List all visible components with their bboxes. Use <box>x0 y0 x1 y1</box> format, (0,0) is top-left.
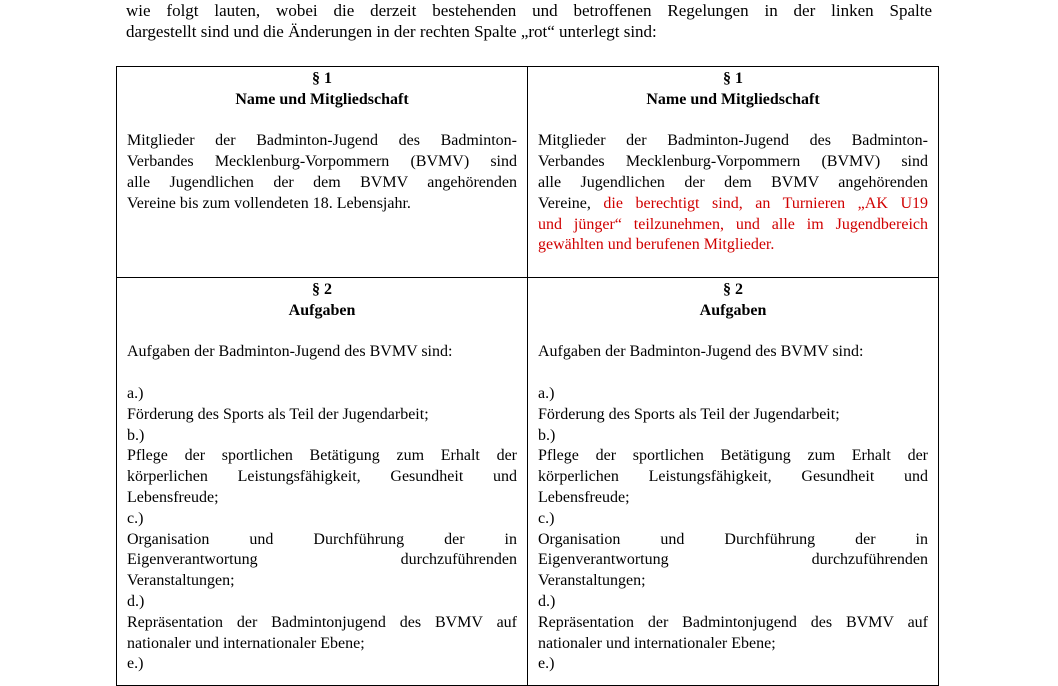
list-label: b.) <box>538 426 556 444</box>
comparison-table <box>116 66 939 686</box>
list-item: Pflege der sportlichen Betätigung zum Erhalt der <box>538 447 928 465</box>
list-item: körperlichen Leistungsfähigkeit, Gesundheit und <box>127 468 517 486</box>
right-cell-section-2 <box>528 278 939 686</box>
list-item: Veranstaltungen; <box>127 572 235 590</box>
list-item: Organisation und Durchführung der in <box>538 530 928 548</box>
list-label: e.) <box>127 655 144 673</box>
section-title: Aufgaben <box>288 301 356 319</box>
list-item: Eigenverantwortung durchzuführenden <box>127 551 517 569</box>
list-item: nationaler und internationaler Ebene; <box>538 634 776 652</box>
changed-line: gewählten und berufenen Mitglieder. <box>538 236 775 254</box>
list-label: d.) <box>127 592 145 610</box>
section-number: § 1 <box>312 70 332 87</box>
list-item: Organisation und Durchführung der in <box>127 530 517 548</box>
list-label: a.) <box>538 384 555 402</box>
list-item: körperlichen Leistungsfähigkeit, Gesundheit und <box>538 468 928 486</box>
body-line: alle Jugendlichen der dem BVMV angehörenden <box>538 173 928 191</box>
body-line: Mitglieder der Badminton-Jugend des Badminton- <box>538 132 928 150</box>
task-list <box>538 342 928 675</box>
section-number: § 2 <box>312 281 332 298</box>
section-title: Name und Mitgliedschaft <box>235 90 409 108</box>
table-row-section-2 <box>117 278 939 686</box>
list-item: Lebensfreude; <box>538 488 630 506</box>
unchanged-text: Vereine, <box>538 194 591 212</box>
body-line: Mitglieder der Badminton-Jugend des Badminton- <box>127 132 517 150</box>
right-cell-section-1 <box>528 67 939 278</box>
left-cell-section-1 <box>117 67 528 278</box>
section-title: Aufgaben <box>699 301 767 319</box>
list-item: Förderung des Sports als Teil der Jugendarbeit; <box>127 405 429 423</box>
list-label: a.) <box>127 384 144 402</box>
body-line: Vereine bis zum vollendeten 18. Lebensjahr. <box>127 194 411 212</box>
list-lead: Aufgaben der Badminton-Jugend des BVMV sind: <box>127 343 453 361</box>
section-body <box>127 131 517 214</box>
intro-line-1: wie folgt lauten, wobei die derzeit bestehenden und betroffenen Regelungen in der linken Spalte <box>126 1 932 20</box>
section-body <box>538 131 928 256</box>
list-label: c.) <box>127 509 144 527</box>
intro-paragraph <box>126 0 932 42</box>
list-label: d.) <box>538 592 556 610</box>
list-item: Förderung des Sports als Teil der Jugendarbeit; <box>538 405 840 423</box>
section-number: § 1 <box>723 70 743 87</box>
changed-text: die berechtigt sind, an Turnieren „AK U19 <box>590 194 928 212</box>
body-line-mixed <box>538 194 928 215</box>
list-label: e.) <box>538 655 555 673</box>
intro-line-2: dargestellt sind und die Änderungen in der rechten Spalte „rot“ unterlegt sind: <box>126 22 657 41</box>
list-item: Veranstaltungen; <box>538 572 646 590</box>
body-line: alle Jugendlichen der dem BVMV angehörenden <box>127 173 517 191</box>
list-item: Repräsentation der Badmintonjugend des BVMV auf <box>538 613 928 631</box>
list-item: Eigenverantwortung durchzuführenden <box>538 551 928 569</box>
left-cell-section-2 <box>117 278 528 686</box>
body-line: Verbandes Mecklenburg-Vorpommern (BVMV) sind <box>127 153 517 171</box>
list-item: Pflege der sportlichen Betätigung zum Erhalt der <box>127 447 517 465</box>
list-item: nationaler und internationaler Ebene; <box>127 634 365 652</box>
body-line: Verbandes Mecklenburg-Vorpommern (BVMV) sind <box>538 153 928 171</box>
list-item: Lebensfreude; <box>127 488 219 506</box>
task-list <box>127 342 517 675</box>
list-lead: Aufgaben der Badminton-Jugend des BVMV sind: <box>538 343 864 361</box>
changed-line: und jünger“ teilzunehmen, und alle im Jugendbereich <box>538 215 928 233</box>
table-row-section-1 <box>117 67 939 278</box>
section-number: § 2 <box>723 281 743 298</box>
list-label: c.) <box>538 509 555 527</box>
section-title: Name und Mitgliedschaft <box>646 90 820 108</box>
list-item: Repräsentation der Badmintonjugend des BVMV auf <box>127 613 517 631</box>
list-label: b.) <box>127 426 145 444</box>
